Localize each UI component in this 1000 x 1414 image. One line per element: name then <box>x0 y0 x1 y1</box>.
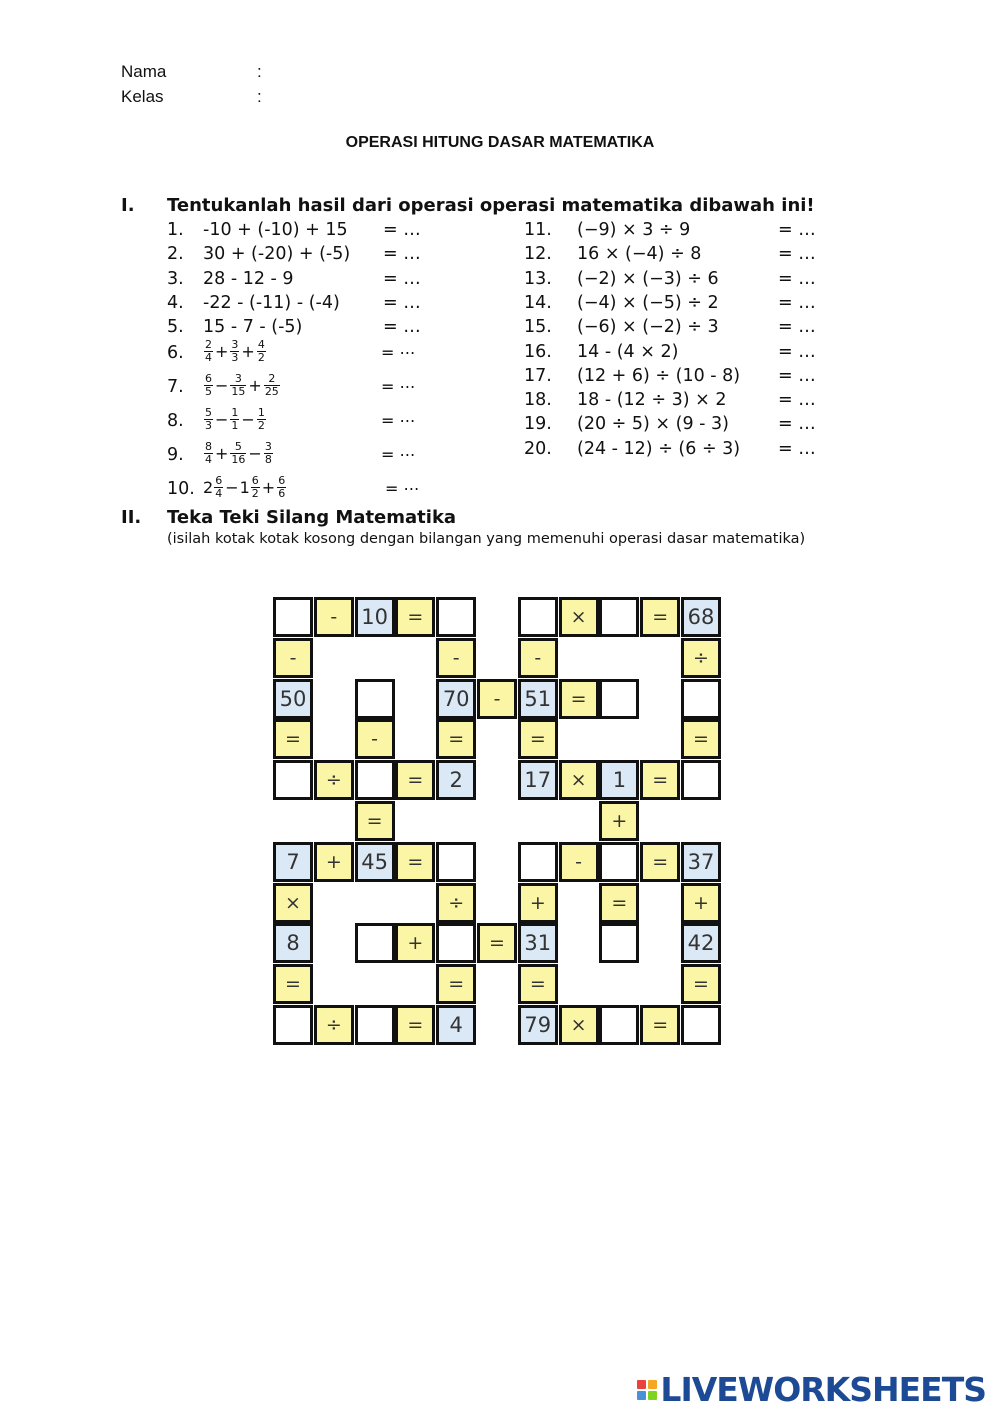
fraction-operator: − <box>241 410 255 429</box>
given-number-cell: 1 <box>599 760 639 800</box>
numerator: 5 <box>230 441 246 454</box>
problem-row <box>167 407 497 439</box>
mixed-whole: 2 <box>203 478 214 497</box>
denominator: 3 <box>205 419 212 432</box>
problem-row <box>167 242 497 266</box>
fraction <box>251 475 260 500</box>
operator-cell: ÷ <box>314 1005 354 1045</box>
fraction-operator: + <box>215 342 229 361</box>
problem-number: 3. <box>167 268 184 289</box>
problem-number: 5. <box>167 317 184 338</box>
empty-cell[interactable] <box>518 842 558 882</box>
problem-number: 2. <box>167 244 184 265</box>
fraction <box>204 339 213 364</box>
problem-row <box>167 291 497 315</box>
operator-cell: = <box>273 719 313 759</box>
denominator: 25 <box>264 385 279 398</box>
operator-cell: - <box>355 719 395 759</box>
operator-cell: = <box>681 964 721 1004</box>
numerator: 5 <box>205 406 212 419</box>
numerator: 4 <box>257 338 265 351</box>
numerator: 6 <box>205 372 212 385</box>
operator-cell: = <box>355 801 395 841</box>
problem-number: 19. <box>524 414 552 435</box>
denominator: 4 <box>205 351 212 364</box>
crossword-puzzle <box>273 597 721 1045</box>
problem-row <box>167 218 497 242</box>
fraction-operator: + <box>241 342 255 361</box>
problem-row <box>167 441 497 473</box>
section-1-instruction: Tentukanlah hasil dari operasi operasi matematika dibawah ini! <box>167 195 815 216</box>
nama-label: Nama <box>121 62 167 81</box>
answer-blank[interactable]: = … <box>778 244 816 265</box>
problem-expression: 14 - (4 × 2) <box>577 341 679 362</box>
operator-cell: ÷ <box>436 883 476 923</box>
problem-number: 20. <box>524 438 552 459</box>
fraction <box>204 407 213 432</box>
section-1-numeral: I. <box>121 195 135 216</box>
fraction <box>264 373 280 398</box>
problem-number: 16. <box>524 341 552 362</box>
problem-expression: 18 - (12 ÷ 3) × 2 <box>577 390 727 411</box>
numerator: 6 <box>251 474 259 487</box>
denominator: 16 <box>231 453 246 466</box>
logo-square <box>637 1391 646 1400</box>
answer-blank[interactable]: = … <box>383 220 421 240</box>
empty-cell[interactable] <box>599 842 639 882</box>
denominator: 4 <box>215 487 223 500</box>
problem-expression: (−2) × (−3) ÷ 6 <box>577 268 719 289</box>
operator-cell: × <box>559 1005 599 1045</box>
operator-cell: = <box>559 679 599 719</box>
problem-expression: (20 ÷ 5) × (9 - 3) <box>577 414 729 435</box>
answer-blank[interactable]: = … <box>778 292 816 313</box>
logo-square <box>637 1380 646 1389</box>
problem-expression <box>203 475 287 500</box>
problem-row <box>524 340 844 364</box>
problem-row <box>524 267 844 291</box>
denominator: 2 <box>257 419 265 432</box>
empty-cell[interactable] <box>599 923 639 963</box>
problem-expression <box>203 339 267 364</box>
empty-cell[interactable] <box>436 597 476 637</box>
denominator: 6 <box>278 487 286 500</box>
numerator: 3 <box>231 338 239 351</box>
problem-number: 11. <box>524 220 552 240</box>
numerator: 1 <box>231 406 239 419</box>
operator-cell: × <box>273 883 313 923</box>
answer-blank[interactable]: = … <box>383 292 421 313</box>
fraction <box>230 339 239 364</box>
problem-expression: 16 × (−4) ÷ 8 <box>577 244 702 265</box>
problem-row <box>167 267 497 291</box>
fraction <box>264 441 273 466</box>
empty-cell[interactable] <box>518 597 558 637</box>
problem-row <box>524 437 844 461</box>
problem-number: 1. <box>167 220 184 240</box>
fraction <box>257 339 266 364</box>
given-number-cell: 42 <box>681 923 721 963</box>
given-number-cell: 4 <box>436 1005 476 1045</box>
numerator: 2 <box>264 373 280 386</box>
problem-row <box>524 291 844 315</box>
denominator: 1 <box>231 419 239 432</box>
operator-cell: × <box>559 760 599 800</box>
problem-expression <box>203 441 274 466</box>
empty-cell[interactable] <box>599 597 639 637</box>
given-number-cell: 50 <box>273 679 313 719</box>
answer-blank[interactable]: = … <box>778 341 816 362</box>
given-number-cell: 51 <box>518 679 558 719</box>
empty-cell[interactable] <box>355 760 395 800</box>
empty-cell[interactable] <box>599 1005 639 1045</box>
problem-number: 8. <box>167 411 184 431</box>
operator-cell: - <box>518 638 558 678</box>
liveworksheets-logo-icon <box>637 1380 657 1400</box>
numerator: 3 <box>264 440 272 453</box>
problem-number: 6. <box>167 343 184 363</box>
problem-expression: -10 + (-10) + 15 <box>203 220 348 240</box>
given-number-cell: 17 <box>518 760 558 800</box>
denominator: 15 <box>231 385 246 398</box>
section-2-title: Teka Teki Silang Matematika <box>167 507 457 528</box>
logo-square <box>648 1391 657 1400</box>
problem-number: 17. <box>524 365 552 386</box>
fraction-operator: − <box>225 478 239 497</box>
liveworksheets-logo <box>637 1370 986 1409</box>
problem-row <box>524 315 844 339</box>
operator-cell: = <box>395 1005 435 1045</box>
empty-cell[interactable] <box>436 842 476 882</box>
fraction <box>230 407 239 432</box>
operator-cell: = <box>640 760 680 800</box>
denominator: 4 <box>205 453 212 466</box>
mixed-whole: 1 <box>239 478 250 497</box>
fraction-operator: − <box>215 376 229 395</box>
numerator: 3 <box>230 373 246 386</box>
operator-cell: ÷ <box>314 760 354 800</box>
empty-cell[interactable] <box>273 760 313 800</box>
operator-cell: + <box>518 883 558 923</box>
problem-number: 13. <box>524 268 552 289</box>
fraction-operator: + <box>248 376 262 395</box>
answer-blank[interactable]: = … <box>778 268 816 289</box>
operator-cell: ÷ <box>681 638 721 678</box>
problem-number: 4. <box>167 292 184 313</box>
given-number-cell: 37 <box>681 842 721 882</box>
problem-expression: (12 + 6) ÷ (10 - 8) <box>577 365 741 386</box>
answer-blank[interactable]: = ⋯ <box>381 411 416 430</box>
operator-cell: = <box>395 760 435 800</box>
numerator: 6 <box>215 474 223 487</box>
problem-expression <box>203 407 267 432</box>
operator-cell: × <box>559 597 599 637</box>
fraction-operator: + <box>215 444 229 463</box>
numerator: 1 <box>257 406 265 419</box>
answer-blank[interactable]: = … <box>778 317 816 338</box>
kelas-label: Kelas <box>121 87 164 106</box>
fraction <box>214 475 223 500</box>
operator-cell: + <box>681 883 721 923</box>
empty-cell[interactable] <box>599 679 639 719</box>
operator-cell: + <box>314 842 354 882</box>
operator-cell: - <box>314 597 354 637</box>
operator-cell: - <box>273 638 313 678</box>
problem-row <box>167 339 497 371</box>
numerator: 8 <box>205 440 212 453</box>
fraction-operator: − <box>248 444 262 463</box>
operator-cell: = <box>681 719 721 759</box>
fraction-operator: − <box>215 410 229 429</box>
problem-row <box>524 218 844 242</box>
problem-number: 9. <box>167 445 184 465</box>
section-2-numeral: II. <box>121 507 142 528</box>
operator-cell: = <box>395 597 435 637</box>
numerator: 2 <box>205 338 212 351</box>
problem-expression: (−6) × (−2) ÷ 3 <box>577 317 719 338</box>
answer-blank[interactable]: = ⋯ <box>381 377 416 396</box>
problem-expression: 28 - 12 - 9 <box>203 268 294 289</box>
problem-expression: -22 - (-11) - (-4) <box>203 292 340 313</box>
fraction <box>277 475 286 500</box>
operator-cell: = <box>477 923 517 963</box>
fraction <box>204 441 213 466</box>
operator-cell: = <box>518 719 558 759</box>
problem-expression: (−4) × (−5) ÷ 2 <box>577 292 719 313</box>
operator-cell: = <box>640 842 680 882</box>
problem-row <box>524 364 844 388</box>
problem-row <box>167 373 497 405</box>
given-number-cell: 8 <box>273 923 313 963</box>
answer-blank[interactable]: = ⋯ <box>381 343 416 362</box>
operator-cell: = <box>436 719 476 759</box>
kelas-colon: : <box>257 87 262 106</box>
operator-cell: + <box>395 923 435 963</box>
problem-number: 14. <box>524 292 552 313</box>
operator-cell: = <box>640 1005 680 1045</box>
given-number-cell: 79 <box>518 1005 558 1045</box>
problem-number: 7. <box>167 377 184 397</box>
fraction <box>204 373 213 398</box>
operator-cell: = <box>436 964 476 1004</box>
empty-cell[interactable] <box>273 597 313 637</box>
operator-cell: = <box>273 964 313 1004</box>
problem-row <box>524 388 844 412</box>
problem-expression <box>203 373 281 398</box>
given-number-cell: 31 <box>518 923 558 963</box>
denominator: 2 <box>251 487 259 500</box>
empty-cell[interactable] <box>436 923 476 963</box>
empty-cell[interactable] <box>355 1005 395 1045</box>
problem-row <box>167 475 497 507</box>
problem-row <box>167 315 497 339</box>
operator-cell: + <box>599 801 639 841</box>
operator-cell: = <box>599 883 639 923</box>
empty-cell[interactable] <box>273 1005 313 1045</box>
section-2-subtitle: (isilah kotak kotak kosong dengan bilangan yang memenuhi operasi dasar matematika) <box>167 531 806 547</box>
problem-expression: 15 - 7 - (-5) <box>203 317 303 338</box>
answer-blank[interactable]: = ⋯ <box>385 479 420 498</box>
answer-blank[interactable]: = … <box>383 317 421 338</box>
problem-number: 10. <box>167 479 195 499</box>
empty-cell[interactable] <box>681 1005 721 1045</box>
answer-blank[interactable]: = … <box>383 268 421 289</box>
problem-row <box>524 412 844 436</box>
liveworksheets-logo-text: LIVEWORKSHEETS <box>660 1370 986 1409</box>
problem-number: 18. <box>524 390 552 411</box>
answer-blank[interactable]: = … <box>778 438 816 459</box>
answer-blank[interactable]: = … <box>778 390 816 411</box>
answer-blank[interactable]: = … <box>383 244 421 265</box>
given-number-cell: 68 <box>681 597 721 637</box>
operator-cell: = <box>518 964 558 1004</box>
denominator: 8 <box>264 453 272 466</box>
numerator: 6 <box>278 474 286 487</box>
given-number-cell: 45 <box>355 842 395 882</box>
operator-cell: - <box>477 679 517 719</box>
fraction-operator: + <box>261 478 276 497</box>
denominator: 3 <box>231 351 239 364</box>
answer-blank[interactable]: = ⋯ <box>381 445 416 464</box>
page-title: OPERASI HITUNG DASAR MATEMATIKA <box>345 134 655 151</box>
nama-colon: : <box>257 62 262 81</box>
fraction <box>257 407 266 432</box>
fraction <box>230 441 246 466</box>
logo-square <box>648 1380 657 1389</box>
empty-cell[interactable] <box>355 679 395 719</box>
given-number-cell: 10 <box>355 597 395 637</box>
problem-number: 12. <box>524 244 552 265</box>
problem-row <box>524 242 844 266</box>
operator-cell: - <box>436 638 476 678</box>
operator-cell: - <box>559 842 599 882</box>
operator-cell: = <box>395 842 435 882</box>
problem-expression: (−9) × 3 ÷ 9 <box>577 220 691 240</box>
given-number-cell: 7 <box>273 842 313 882</box>
empty-cell[interactable] <box>681 679 721 719</box>
answer-blank[interactable]: = … <box>778 365 816 386</box>
problem-expression: 30 + (-20) + (-5) <box>203 244 351 265</box>
answer-blank[interactable]: = … <box>778 414 816 435</box>
denominator: 5 <box>205 385 212 398</box>
problem-expression: (24 - 12) ÷ (6 ÷ 3) <box>577 438 741 459</box>
given-number-cell: 2 <box>436 760 476 800</box>
empty-cell[interactable] <box>355 923 395 963</box>
operator-cell: = <box>640 597 680 637</box>
denominator: 2 <box>257 351 265 364</box>
given-number-cell: 70 <box>436 679 476 719</box>
fraction <box>230 373 246 398</box>
answer-blank[interactable]: = … <box>778 220 816 240</box>
problem-number: 15. <box>524 317 552 338</box>
empty-cell[interactable] <box>681 760 721 800</box>
